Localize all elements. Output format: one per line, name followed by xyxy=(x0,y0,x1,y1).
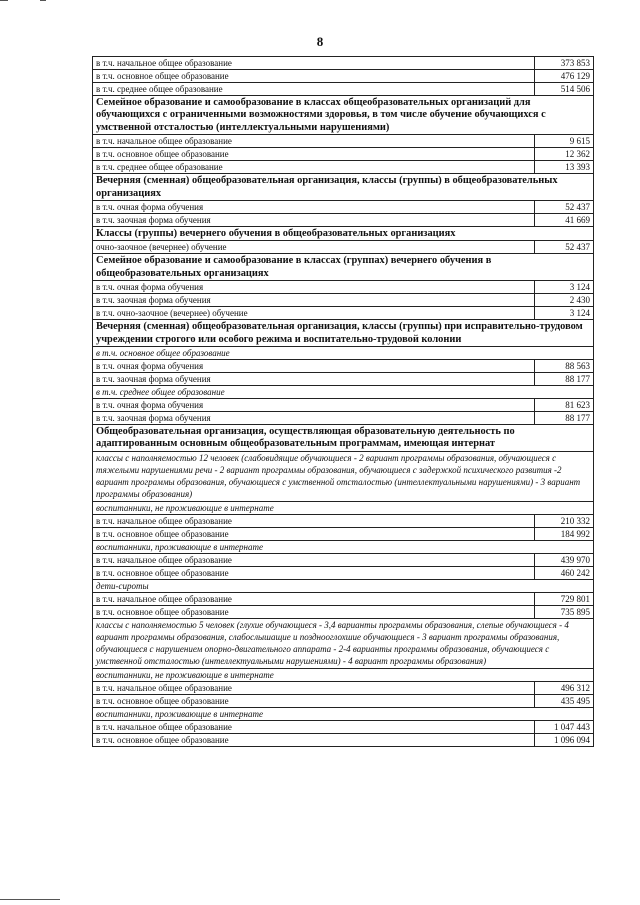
row-value: 88 563 xyxy=(535,360,594,373)
subsection-label: воспитанники, проживающие в интернате xyxy=(93,707,594,720)
table-row xyxy=(93,527,594,540)
table-row xyxy=(93,214,594,227)
table-row xyxy=(93,566,594,579)
section-heading-row xyxy=(93,174,594,201)
table-row xyxy=(93,360,594,373)
subsection-label: воспитанники, не проживающие в интернате xyxy=(93,668,594,681)
subsection-label: воспитанники, проживающие в интернате xyxy=(93,540,594,553)
note-row xyxy=(93,451,594,501)
row-label: в т.ч. начальное общее образование xyxy=(93,553,535,566)
table-row xyxy=(93,553,594,566)
table-row xyxy=(93,373,594,386)
row-label: в т.ч. основное общее образование xyxy=(93,605,535,618)
table-row xyxy=(93,605,594,618)
row-label: в т.ч. начальное общее образование xyxy=(93,514,535,527)
row-label: в т.ч. очно-заочное (вечернее) обучение xyxy=(93,307,535,320)
row-value: 88 177 xyxy=(535,412,594,425)
section-heading: Вечерняя (сменная) общеобразовательная организация, классы (группы) при исправительно-трудовом учреждении строгого или особого режима и воспитательно-трудовой колонии xyxy=(93,320,594,347)
funding-table-body xyxy=(93,57,594,747)
row-value: 81 623 xyxy=(535,399,594,412)
section-heading-row xyxy=(93,254,594,281)
scan-artifact xyxy=(0,0,8,1)
row-label: в т.ч. очная форма обучения xyxy=(93,281,535,294)
row-label: в т.ч. основное общее образование xyxy=(93,70,535,83)
section-heading: Классы (группы) вечернего обучения в общеобразовательных организациях xyxy=(93,227,594,241)
row-value: 2 430 xyxy=(535,294,594,307)
table-row xyxy=(93,294,594,307)
class-note: классы с наполняемостью 5 человек (глухие обучающиеся - 3,4 варианты программы образования, слепые обучающиеся - 4 вариант программы образования, слабослышащие и позднооглохшие обучающиеся - 3 вариант программы образования, обучающиеся с нарушением опорно-двигательного аппарата - 2-4 варианты программы образования, обучающиеся с умственной отсталостью (интеллектуальными нарушениями) - 4 вариант программы образования) xyxy=(93,618,594,668)
row-value: 13 393 xyxy=(535,161,594,174)
subsection-label: дети-сироты xyxy=(93,579,594,592)
row-label: в т.ч. начальное общее образование xyxy=(93,681,535,694)
scan-artifact xyxy=(40,0,46,1)
row-label: в т.ч. заочная форма обучения xyxy=(93,412,535,425)
subsection-row xyxy=(93,668,594,681)
row-value: 9 615 xyxy=(535,135,594,148)
row-label: в т.ч. очная форма обучения xyxy=(93,399,535,412)
scan-artifact xyxy=(0,899,60,900)
table-row xyxy=(93,733,594,746)
row-label: в т.ч. заочная форма обучения xyxy=(93,373,535,386)
row-value: 435 495 xyxy=(535,694,594,707)
row-value: 735 895 xyxy=(535,605,594,618)
table-row xyxy=(93,161,594,174)
row-value: 1 047 443 xyxy=(535,720,594,733)
table-row xyxy=(93,201,594,214)
row-value: 729 801 xyxy=(535,592,594,605)
row-value: 1 096 094 xyxy=(535,733,594,746)
table-row xyxy=(93,592,594,605)
row-label: в т.ч. основное общее образование xyxy=(93,694,535,707)
row-label: в т.ч. заочная форма обучения xyxy=(93,294,535,307)
table-row xyxy=(93,694,594,707)
section-heading-row xyxy=(93,96,594,135)
table-row xyxy=(93,399,594,412)
row-label: в т.ч. очная форма обучения xyxy=(93,360,535,373)
row-label: в т.ч. среднее общее образование xyxy=(93,83,535,96)
funding-table xyxy=(92,56,594,747)
row-value: 184 992 xyxy=(535,527,594,540)
subsection-label: в т.ч. основное общее образование xyxy=(93,347,594,360)
row-value: 476 129 xyxy=(535,70,594,83)
section-heading: Общеобразовательная организация, осуществляющая образовательную деятельность по адаптированным основным общеобразовательным программам, имеющая интернат xyxy=(93,425,594,452)
table-row xyxy=(93,148,594,161)
row-value: 460 242 xyxy=(535,566,594,579)
row-label: в т.ч. начальное общее образование xyxy=(93,135,535,148)
section-heading: Вечерняя (сменная) общеобразовательная организация, классы (группы) в общеобразовательных организациях xyxy=(93,174,594,201)
subsection-row xyxy=(93,579,594,592)
subsection-row xyxy=(93,707,594,720)
note-row xyxy=(93,618,594,668)
row-label: в т.ч. основное общее образование xyxy=(93,566,535,579)
section-heading: Семейное образование и самообразование в классах (группах) вечернего обучения в общеобразовательных организациях xyxy=(93,254,594,281)
subsection-row xyxy=(93,347,594,360)
row-value: 3 124 xyxy=(535,307,594,320)
row-label: в т.ч. начальное общее образование xyxy=(93,720,535,733)
table-row xyxy=(93,307,594,320)
subsection-row xyxy=(93,386,594,399)
section-heading-row xyxy=(93,425,594,452)
section-heading-row xyxy=(93,227,594,241)
table-row xyxy=(93,281,594,294)
row-value: 210 332 xyxy=(535,514,594,527)
subsection-row xyxy=(93,540,594,553)
table-row xyxy=(93,514,594,527)
table-row xyxy=(93,135,594,148)
table-row xyxy=(93,412,594,425)
table-row xyxy=(93,83,594,96)
row-label: в т.ч. основное общее образование xyxy=(93,527,535,540)
row-label: в т.ч. основное общее образование xyxy=(93,148,535,161)
row-value: 496 312 xyxy=(535,681,594,694)
table-row xyxy=(93,70,594,83)
table-row xyxy=(93,681,594,694)
row-label: в т.ч. начальное общее образование xyxy=(93,57,535,70)
subsection-label: в т.ч. среднее общее образование xyxy=(93,386,594,399)
row-value: 3 124 xyxy=(535,281,594,294)
row-label: в т.ч. начальное общее образование xyxy=(93,592,535,605)
table-row xyxy=(93,241,594,254)
row-value: 373 853 xyxy=(535,57,594,70)
row-label: очно-заочное (вечернее) обучение xyxy=(93,241,535,254)
row-value: 514 506 xyxy=(535,83,594,96)
table-row xyxy=(93,57,594,70)
row-value: 88 177 xyxy=(535,373,594,386)
row-value: 12 362 xyxy=(535,148,594,161)
subsection-label: воспитанники, не проживающие в интернате xyxy=(93,501,594,514)
row-label: в т.ч. среднее общее образование xyxy=(93,161,535,174)
row-value: 52 437 xyxy=(535,241,594,254)
subsection-row xyxy=(93,501,594,514)
row-label: в т.ч. основное общее образование xyxy=(93,733,535,746)
row-label: в т.ч. заочная форма обучения xyxy=(93,214,535,227)
section-heading: Семейное образование и самообразование в классах общеобразовательных организаций для обучающихся с ограниченными возможностями здоровья, в том числе обучение обучающихся с умственной отсталостью (интеллектуальными нарушениями) xyxy=(93,96,594,135)
row-value: 52 437 xyxy=(535,201,594,214)
row-label: в т.ч. очная форма обучения xyxy=(93,201,535,214)
class-note: классы с наполняемостью 12 человек (слабовидящие обучающиеся - 2 вариант программы образования, обучающиеся с тяжелыми нарушениями речи - 2 вариант программы образования, обучающиеся с задержкой психического развития -2 вариант программы образования, обучающиеся с умственной отсталостью (интеллектуальными нарушениями) - 3 вариант программы образования) xyxy=(93,451,594,501)
section-heading-row xyxy=(93,320,594,347)
page-number: 8 xyxy=(316,34,324,49)
table-row xyxy=(93,720,594,733)
row-value: 439 970 xyxy=(535,553,594,566)
row-value: 41 669 xyxy=(535,214,594,227)
